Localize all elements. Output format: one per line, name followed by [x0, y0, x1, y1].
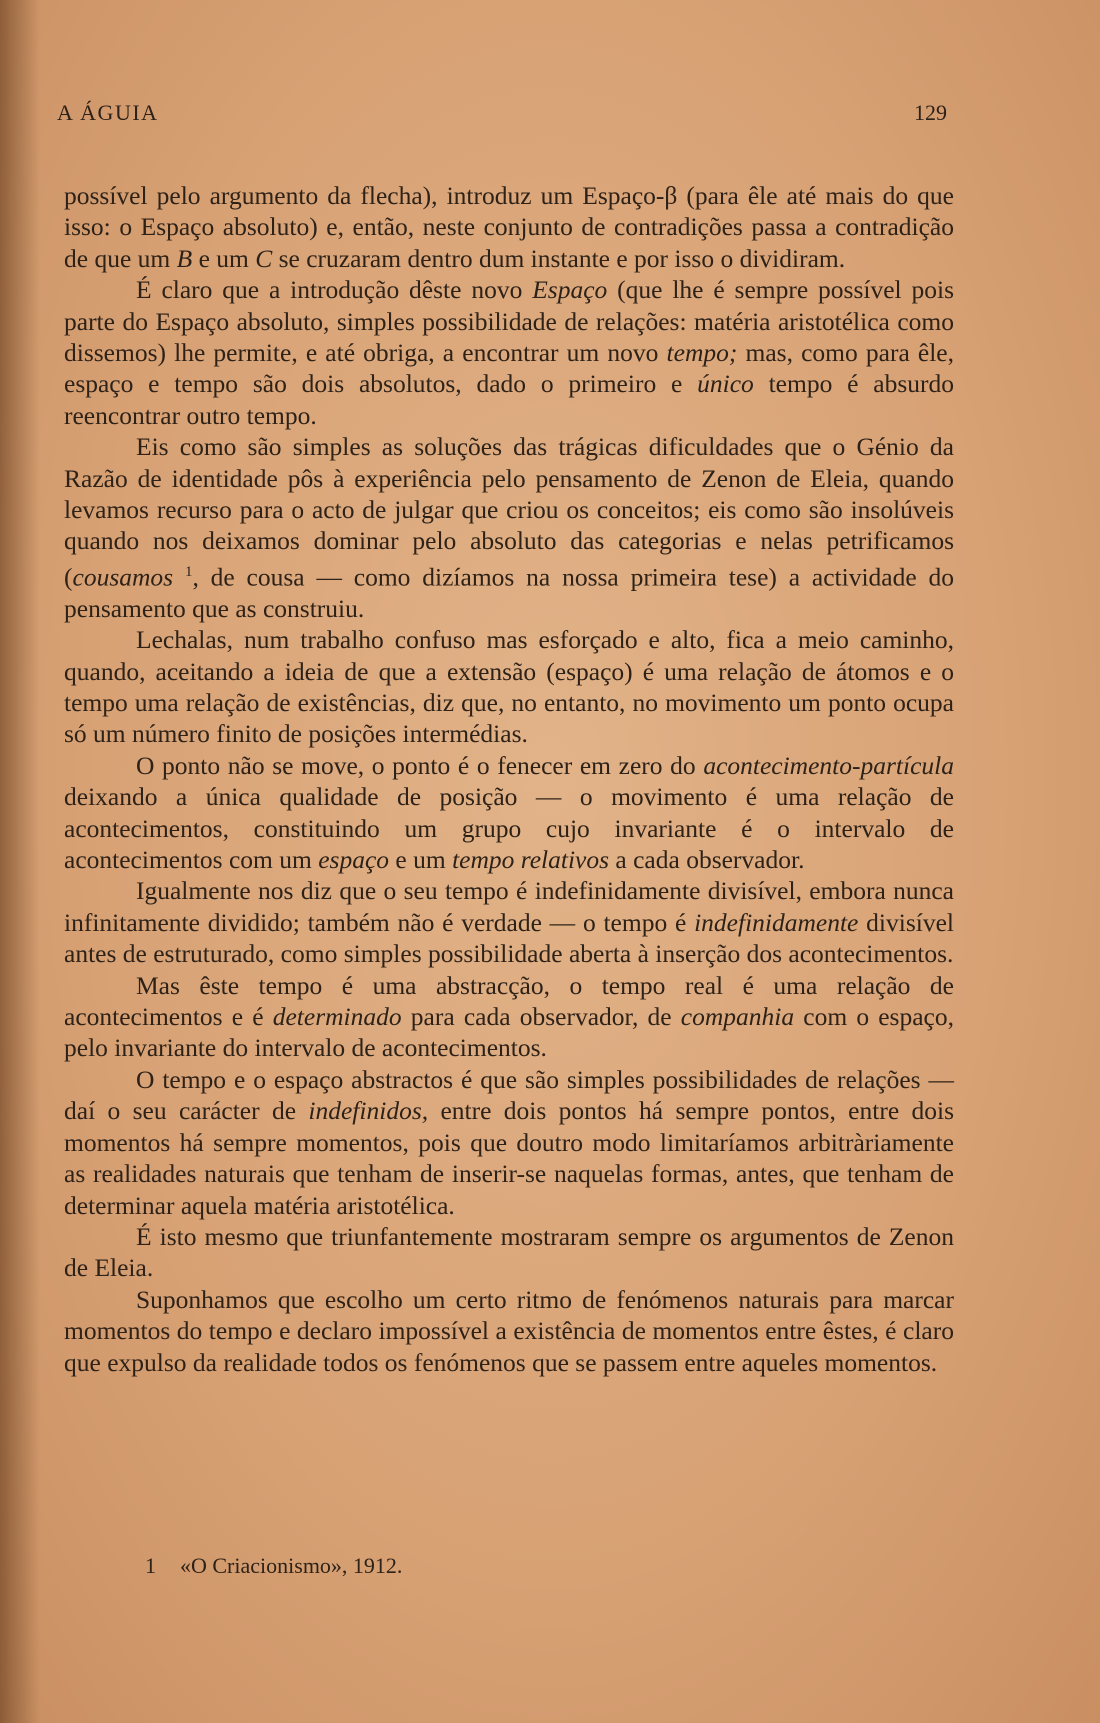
italic-text: companhia — [680, 1002, 795, 1032]
text-run: O ponto não se move, o ponto é o fenecer em zero do — [136, 750, 704, 780]
paragraph — [64, 1284, 954, 1378]
text-run: O tempo e o espaço abstractos é que são simples possibilidades de relações — daí o seu carácter de — [64, 1064, 954, 1126]
italic-text: espaço — [318, 845, 390, 875]
paragraph — [64, 875, 954, 969]
page-number: 129 — [914, 100, 947, 125]
paragraph — [64, 1221, 954, 1284]
paragraph — [64, 1064, 954, 1221]
italic-text: Espaço — [532, 275, 608, 305]
footnote-text: «O Criacionismo», 1912. — [180, 1553, 403, 1578]
paragraph — [64, 624, 954, 750]
footnote-ref: 1 — [184, 563, 193, 580]
text-run: tempo é absurdo reencontrar outro tempo. — [64, 369, 954, 430]
text-run: com o espaço, pelo invariante do intervalo de acontecimentos. — [64, 1002, 954, 1063]
paragraph — [64, 180, 954, 274]
paragraph — [64, 274, 954, 431]
paragraph — [64, 970, 954, 1064]
italic-text: C — [255, 243, 273, 273]
paragraph — [64, 431, 954, 624]
text-run: entre dois pontos há sempre pontos, entre dois momentos há sempre momentos, pois que doutro modo limitaríamos arbitràriamente as realidades naturais que tenham de inserir-se naquelas formas, antes, que tenham de determinar aquela matéria aristotélica. — [64, 1096, 954, 1220]
text-run: É claro que a introdução dêste novo — [136, 275, 533, 305]
italic-text: B — [176, 243, 193, 273]
italic-text: tempo; — [666, 338, 738, 368]
text-run: Igualmente nos diz que o seu tempo é indefinidamente divisível, embora nunca infinitamente dividido; também não é verdade — o tempo é — [64, 876, 954, 937]
italic-text: cousamos — [72, 562, 174, 592]
text-run: deixando a única qualidade de posição — o movimento é uma relação de acontecimentos, constituindo um grupo cujo invariante é o intervalo de acontecimentos com um — [64, 782, 954, 875]
body-text — [64, 180, 954, 1378]
italic-text: acontecimento-partícula — [703, 750, 954, 780]
italic-text: indefinidos, — [308, 1096, 429, 1126]
text-run: , de cousa — como dizíamos na nossa primeira tese) a actividade do pensamento que as construiu. — [64, 562, 955, 623]
text-run: possível pelo argumento da flecha), introduz um Espaço-β (para êle até mais do que isso: o Espaço absoluto) e, então, neste conjunto de contradições passa a contradição de que um — [64, 181, 954, 273]
text-run: se cruzaram dentro dum instante e por isso o dividiram. — [272, 243, 846, 273]
italic-text: determinado — [272, 1002, 402, 1032]
text-run: É isto mesmo que triunfantemente mostraram sempre os argumentos de Zenon de Eleia. — [64, 1221, 954, 1283]
text-run: e um — [389, 845, 453, 875]
text-run — [173, 562, 185, 591]
page-header — [57, 100, 947, 126]
text-run: Eis como são simples as soluções das trágicas dificuldades que o Génio da Razão de identidade pôs à experiência pelo pensamento de Zenon de Eleia, quando levamos recurso para o acto de julgar que criou os conceitos; eis como são insolúveis quando nos deixamos dominar pelo absoluto das categorias e nelas petrificamos ( — [64, 432, 954, 592]
footnote — [145, 1553, 845, 1579]
text-run: divisível antes de estruturado, como simples possibilidade aberta à inserção dos acontecimentos. — [64, 907, 954, 969]
text-run: para cada observador, de — [401, 1002, 681, 1032]
italic-text: indefinidamente — [694, 907, 859, 937]
text-run: Suponhamos que escolho um certo ritmo de fenómenos naturais para marcar momentos do tempo e declaro impossível a existência de momentos entre êstes, é claro que expulso da realidade todos os fenómenos que se passem entre aqueles momentos. — [64, 1284, 954, 1377]
italic-text: tempo relativos — [452, 845, 610, 875]
italic-text: único — [697, 369, 754, 399]
text-run: a cada observador. — [609, 845, 805, 875]
page-edge-shadow — [0, 0, 40, 1723]
running-head: A ÁGUIA — [57, 100, 159, 125]
text-run: (que lhe é sempre possível pois parte do Espaço absoluto, simples possibilidade de relações: matéria aristotélica como dissemos) lhe permite, e até obriga, a encontrar um novo — [64, 275, 954, 368]
footnote-number: 1 — [145, 1553, 156, 1578]
text-run: e um — [192, 243, 256, 273]
text-run: Lechalas, num trabalho confuso mas esforçado e alto, fica a meio caminho, quando, aceitando a ideia de que a extensão (espaço) é uma relação de átomos e o tempo uma relação de existências, diz que, no entanto, no movimento um ponto ocupa só um número finito de posições intermédias. — [64, 625, 954, 749]
text-run: mas, como para êle, espaço e tempo são dois absolutos, dado o primeiro e — [64, 338, 954, 399]
text-run: Mas êste tempo é uma abstracção, o tempo real é uma relação de acontecimentos e é — [64, 970, 954, 1032]
paragraph — [64, 750, 954, 876]
